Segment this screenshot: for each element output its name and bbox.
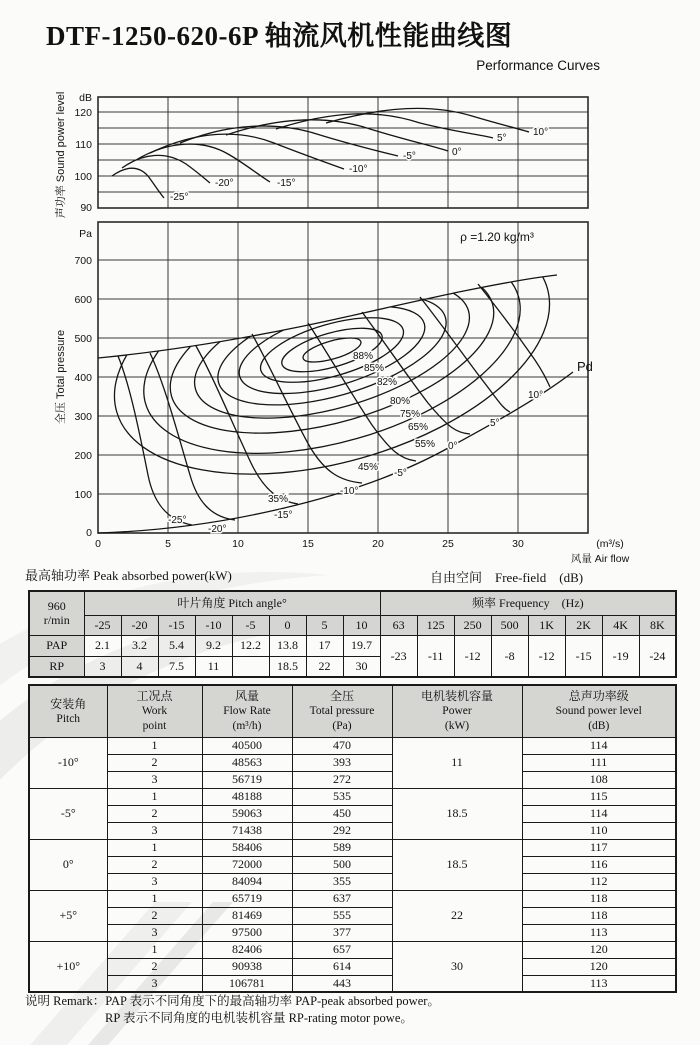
table-row [29,941,676,958]
contour-45 [120,208,544,492]
svg-text:600: 600 [74,294,92,306]
cell: 393 [292,754,392,771]
page-title: DTF-1250-620-6P 轴流风机性能曲线图 [46,21,513,51]
cell: 58406 [202,839,292,856]
cell: 10 [343,615,380,635]
table-row [29,805,676,822]
contour-75 [206,273,458,426]
svg-text:-5°: -5° [403,151,416,162]
cell: 2 [107,958,202,975]
subtitle-performance-curves: Performance Curves [476,58,600,73]
svg-text:-15°: -15° [277,178,296,189]
cell: 48188 [202,788,292,805]
svg-text:5°: 5° [497,133,507,144]
svg-text:88%: 88% [352,351,374,362]
cell: -25 [84,615,121,635]
svg-text:75%: 75% [399,409,421,420]
cell: 3 [107,822,202,839]
table-row [29,788,676,805]
pitch-angle-header: 叶片角度 Pitch angle° [84,591,380,615]
header-power: 电机装机容量 Power (kW) [392,685,522,737]
stall-envelope [98,275,557,358]
cell: 108 [522,771,676,788]
cell: 4 [121,656,158,677]
sound-y-axis [53,92,92,219]
svg-text:-10°: -10° [340,486,359,497]
table-row [29,907,676,924]
cell: -24 [639,635,676,677]
pressure-y-axis [53,228,92,539]
cell: 1 [107,839,202,856]
svg-text:100: 100 [74,171,92,183]
svg-text:200: 200 [74,450,92,462]
svg-text:0: 0 [95,538,101,550]
table-row [29,771,676,788]
cell: +10° [29,941,107,992]
flow-x-axis [95,538,630,565]
cell: 443 [292,975,392,992]
cell: 292 [292,822,392,839]
pitch-curve-minus10 [252,334,362,483]
cell: -11 [417,635,454,677]
cell: 125 [417,615,454,635]
cell: -10 [195,615,232,635]
svg-text:-10°: -10° [349,164,368,175]
cell: 3 [107,924,202,941]
cell: 2 [107,754,202,771]
cell: 5.4 [158,635,195,656]
cell: 450 [292,805,392,822]
table-row [29,754,676,771]
cell: 2K [565,615,602,635]
cell: 2 [107,856,202,873]
cell: 84094 [202,873,292,890]
cell: 110 [522,822,676,839]
cell: 5 [306,615,343,635]
cell: 17 [306,635,343,656]
svg-text:20: 20 [372,538,384,550]
table-row [29,924,676,941]
cell: 589 [292,839,392,856]
sound-curve-plus5 [276,114,493,138]
cell: 3 [84,656,121,677]
pap-row-label: PAP [29,635,84,656]
cell: 30 [343,656,380,677]
cell: -10° [29,737,107,788]
svg-text:0: 0 [86,527,92,539]
cell: 3 [107,975,202,992]
pitch-curve-minus15 [196,346,298,504]
cell: -20 [121,615,158,635]
sound-power-curves [112,108,529,198]
cell: 106781 [202,975,292,992]
rp-row-label: RP [29,656,84,677]
remark-line-2: RP 表示不同角度的电机装机容量 RP-rating motor powe。 [105,1010,413,1025]
header-flow-rate: 风量 Flow Rate (m³/h) [202,685,292,737]
cell: 1 [107,941,202,958]
svg-text:0°: 0° [448,441,458,452]
cell: 8K [639,615,676,635]
table-row [29,873,676,890]
performance-curves-chart [0,85,700,565]
table-row [29,958,676,975]
cell: -23 [380,635,417,677]
sound-y-axis-title: 声功率 Sound power level [55,91,67,219]
svg-text:0°: 0° [452,147,462,158]
pitch-curve-labels [168,390,543,535]
cell: -12 [528,635,565,677]
pitch-curve-minus20 [150,353,235,520]
cell: 112 [522,873,676,890]
cell: 13.8 [269,635,306,656]
cell: -5° [29,788,107,839]
svg-text:65%: 65% [407,422,429,433]
svg-text:80%: 80% [389,396,411,407]
cell: 59063 [202,805,292,822]
svg-text:400: 400 [74,372,92,384]
svg-text:82%: 82% [376,377,398,388]
cell: 90938 [202,958,292,975]
cell: 56719 [202,771,292,788]
svg-text:-5°: -5° [394,468,407,479]
cell: 30 [392,941,522,992]
cell: 3 [107,771,202,788]
cell: 18.5 [269,656,306,677]
free-field-label: 自由空间 Free-field (dB) [430,570,584,585]
cell: 0° [29,839,107,890]
cell: 113 [522,975,676,992]
svg-text:5: 5 [165,538,171,550]
cell: 272 [292,771,392,788]
cell: 18.5 [392,788,522,839]
cell: 65719 [202,890,292,907]
svg-text:5°: 5° [490,418,500,429]
sound-curve-minus5 [180,126,398,156]
sound-curve-0 [226,120,448,151]
pd-curve-label: Pd [577,359,593,374]
table-row [29,839,676,856]
frequency-header: 频率 Frequency (Hz) [380,591,676,615]
cell: 2 [107,907,202,924]
cell: 377 [292,924,392,941]
cell: 3 [107,873,202,890]
cell: -8 [491,635,528,677]
cell: 1 [107,890,202,907]
cell: 500 [292,856,392,873]
pitch-curve-minus25 [118,356,192,525]
cell: 115 [522,788,676,805]
svg-text:30: 30 [512,538,524,550]
header-total-pressure: 全压 Total pressure (Pa) [292,685,392,737]
svg-text:120: 120 [74,107,92,119]
cell: 120 [522,941,676,958]
cell: -15 [158,615,195,635]
cell: -19 [602,635,639,677]
svg-text:700: 700 [74,255,92,267]
svg-text:110: 110 [75,139,92,151]
svg-text:25: 25 [442,538,454,550]
table-row [29,975,676,992]
cell: 18.5 [392,839,522,890]
cell [232,656,269,677]
cell: 114 [522,805,676,822]
cell: 4K [602,615,639,635]
cell: 657 [292,941,392,958]
svg-text:-15°: -15° [274,510,293,521]
cell: 72000 [202,856,292,873]
table-row [29,822,676,839]
cell: 63 [380,615,417,635]
pap-rp-frequency-table [28,590,677,678]
header-work-point: 工况点 Work point [107,685,202,737]
svg-text:35%: 35% [267,494,289,505]
total-pressure-chart [53,181,630,565]
cell: 2.1 [84,635,121,656]
cell: 2 [107,805,202,822]
x-axis-title: 风量 Air flow [570,553,630,565]
svg-text:-25°: -25° [168,515,187,526]
pitch-curve-plus5 [420,297,510,412]
cell: -12 [454,635,491,677]
cell: 1 [107,788,202,805]
peak-power-label: 最高轴功率 Peak absorbed power(kW) [25,568,232,583]
cell: 113 [522,924,676,941]
cell: 111 [522,754,676,771]
cell: 12.2 [232,635,269,656]
svg-text:-25°: -25° [170,192,189,203]
svg-text:-20°: -20° [215,178,234,189]
cell: 116 [522,856,676,873]
cell: 470 [292,737,392,754]
svg-text:10°: 10° [533,127,549,138]
cell: 9.2 [195,635,232,656]
svg-text:90: 90 [80,202,92,214]
svg-text:100: 100 [74,489,92,501]
cell: 7.5 [158,656,195,677]
cell: 22 [392,890,522,941]
cell: 118 [522,907,676,924]
header-pitch: 安装角 Pitch [29,685,107,737]
cell: +5° [29,890,107,941]
cell: 1 [107,737,202,754]
cell: 40500 [202,737,292,754]
pressure-y-axis-title: 全压 Total pressure [55,329,67,425]
svg-text:85%: 85% [363,363,385,374]
cell: 535 [292,788,392,805]
cell: 97500 [202,924,292,941]
svg-text:10°: 10° [528,390,544,401]
cell: 250 [454,615,491,635]
x-axis-unit: (m³/s) [596,538,624,550]
remark-line-1: 说明 Remark：PAP 表示不同角度下的最高轴功率 PAP-peak absorbed power。 [25,994,440,1008]
cell: 81469 [202,907,292,924]
cell: -5 [232,615,269,635]
cell: 637 [292,890,392,907]
svg-text:15: 15 [302,538,314,550]
svg-text:500: 500 [74,333,92,345]
svg-text:Pa: Pa [79,228,92,240]
sound-curve-minus10 [150,134,344,169]
cell: 22 [306,656,343,677]
cell: 11 [392,737,522,788]
svg-text:10: 10 [232,538,244,550]
svg-text:dB: dB [79,92,92,104]
cell: 114 [522,737,676,754]
table-row [29,737,676,754]
sound-curve-minus25 [112,168,164,198]
cell: 1K [528,615,565,635]
svg-text:-20°: -20° [208,524,227,535]
svg-text:55%: 55% [414,439,436,450]
cell: 117 [522,839,676,856]
cell: 614 [292,958,392,975]
svg-text:45%: 45% [357,462,379,473]
header-sound-power-level: 总声功率级 Sound power level (dB) [522,685,676,737]
sound-power-chart [53,92,588,219]
cell: 3.2 [121,635,158,656]
speed-cell: 960 r/min [29,591,84,635]
cell: 120 [522,958,676,975]
cell: 0 [269,615,306,635]
cell: -15 [565,635,602,677]
table-row [29,890,676,907]
cell: 118 [522,890,676,907]
cell: 82406 [202,941,292,958]
cell: 355 [292,873,392,890]
cell: 19.7 [343,635,380,656]
cell: 71438 [202,822,292,839]
cell: 555 [292,907,392,924]
cell: 48563 [202,754,292,771]
cell: 11 [195,656,232,677]
working-points-table [28,684,677,993]
cell: 500 [491,615,528,635]
air-density-annotation: ρ =1.20 kg/m³ [460,230,534,244]
svg-text:300: 300 [74,411,92,423]
remark-note [25,993,440,1027]
table-row [29,856,676,873]
